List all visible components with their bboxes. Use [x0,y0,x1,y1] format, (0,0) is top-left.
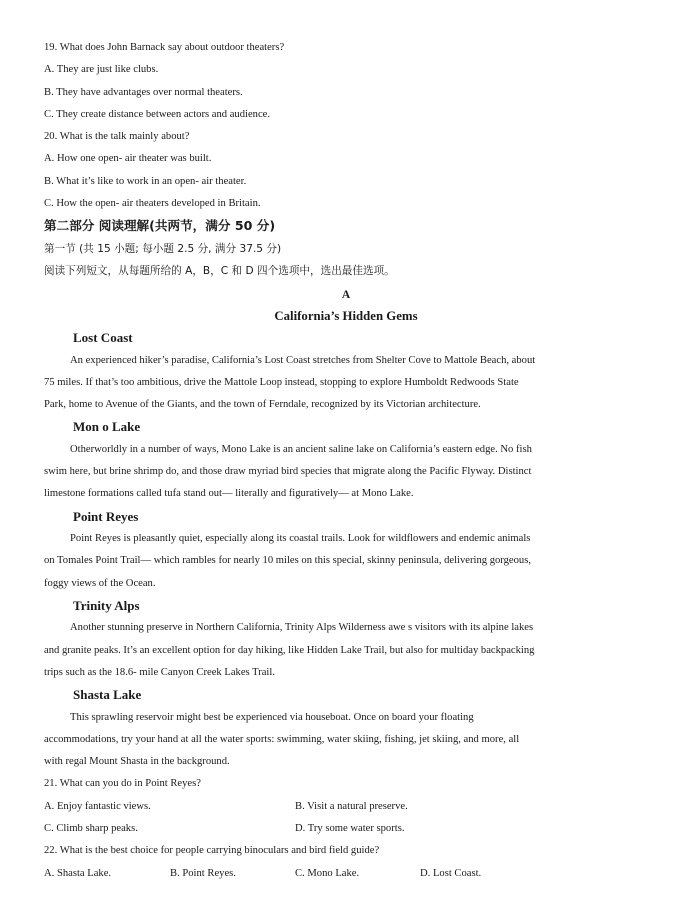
question-20-option-b: B. What it’s like to work in an open- air theater. [44,176,247,187]
section-one-heading: 第一节 (共 15 小题; 每小题 2.5 分, 满分 37.5 分) [44,243,282,255]
paragraph-line: Another stunning preserve in Northern California, Trinity Alps Wilderness awe s visitors with its alpine lakes [70,622,534,633]
paragraph-line: foggy views of the Ocean. [44,578,156,589]
question-22-option-d: D. Lost Coast. [420,868,482,879]
passage-letter: A [341,289,351,301]
paragraph-line: Otherworldly in a number of ways, Mono Lake is an ancient saline lake on California’s eastern edge. No fish [70,444,532,455]
question-21-stem: 21. What can you do in Point Reyes? [44,778,201,789]
question-20-option-a: A. How one open- air theater was built. [44,153,212,164]
section-heading-point-reyes: Point Reyes [73,509,139,524]
question-21-option-a: A. Enjoy fantastic views. [44,801,151,812]
question-22-option-a: A. Shasta Lake. [44,868,112,879]
question-19-option-a: A. They are just like clubs. [44,64,159,75]
paragraph-line: Park, home to Avenue of the Giants, and the town of Ferndale, recognized by its Victorian architecture. [44,399,481,410]
paragraph-line: accommodations, try your hand at all the water sports: swimming, water skiing, fishing, jet skiing, and more, all [44,734,520,745]
question-21-option-d: D. Try some water sports. [295,823,405,834]
section-heading-trinity-alps: Trinity Alps [73,598,140,613]
question-22-option-b: B. Point Reyes. [170,868,236,879]
section-heading-mono-lake: Mon o Lake [73,419,141,434]
reading-instruction: 阅读下列短文，从每题所给的 A，B，C 和 D 四个选项中，选出最佳选项。 [44,265,395,277]
section-heading-lost-coast: Lost Coast [73,330,133,345]
paragraph-line: 75 miles. If that’s too ambitious, drive the Mattole Loop instead, stopping to explore Humboldt Redwoods State [44,377,519,388]
question-19-option-b: B. They have advantages over normal theaters. [44,87,243,98]
question-19-stem: 19. What does John Barnack say about outdoor theaters? [44,42,285,53]
part-two-heading: 第二部分 阅读理解(共两节，满分 50 分) [44,218,276,233]
paragraph-line: swim here, but brine shrimp do, and those draw myriad bird species that migrate along the Pacific Flyway. Distinct [44,466,532,477]
paragraph-line: This sprawling reservoir might best be experienced via houseboat. Once on board your floating [70,712,474,723]
question-19-option-c: C. They create distance between actors and audience. [44,109,270,120]
question-20-option-c: C. How the open- air theaters developed in Britain. [44,198,261,209]
paragraph-line: with regal Mount Shasta in the background. [44,756,230,767]
paragraph-line: trips such as the 18.6- mile Canyon Creek Lakes Trail. [44,667,275,678]
paragraph-line: Point Reyes is pleasantly quiet, especially along its coastal trails. Look for wildflowers and endemic animals [70,533,531,544]
question-21-option-c: C. Climb sharp peaks. [44,823,138,834]
paragraph-line: on Tomales Point Trail— which rambles for nearly 10 miles on this special, skinny peninsula, delivering gorgeous, [44,555,532,566]
question-20-stem: 20. What is the talk mainly about? [44,131,190,142]
paragraph-line: and granite peaks. It’s an excellent option for day hiking, like Hidden Lake Trail, but also for multiday backpacking [44,645,535,656]
passage-title: California’s Hidden Gems [274,309,418,323]
paragraph-line: limestone formations called tufa stand out— literally and figuratively— at Mono Lake. [44,488,414,499]
section-heading-shasta-lake: Shasta Lake [73,687,142,702]
paragraph-line: An experienced hiker’s paradise, California’s Lost Coast stretches from Shelter Cove to Mattole Beach, about [70,355,536,366]
question-22-stem: 22. What is the best choice for people carrying binoculars and bird field guide? [44,845,380,856]
question-21-option-b: B. Visit a natural preserve. [295,801,408,812]
question-22-option-c: C. Mono Lake. [295,868,360,879]
